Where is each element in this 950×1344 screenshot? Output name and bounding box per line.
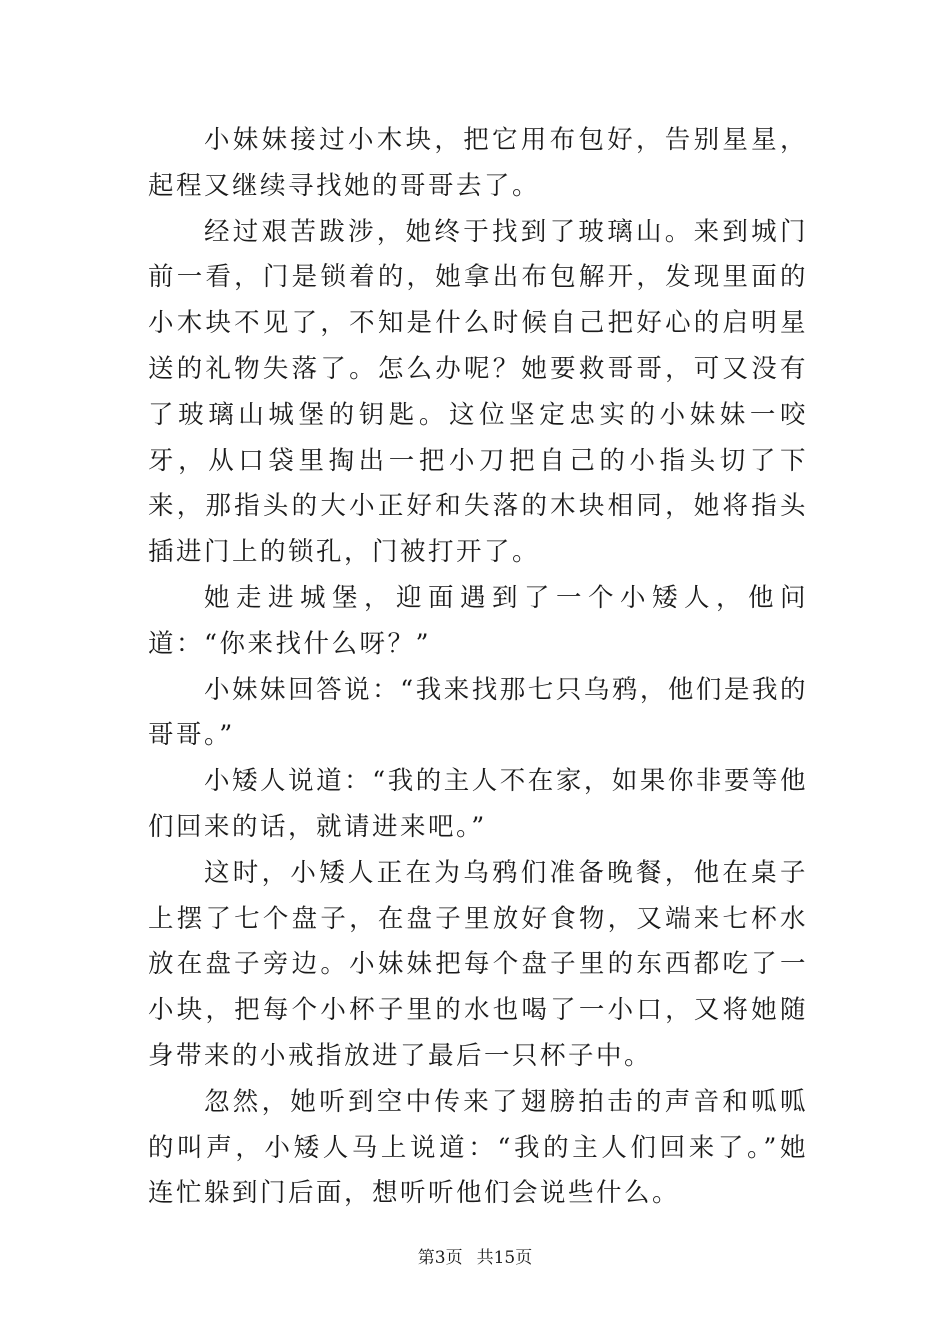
paragraph-4: 小妹妹回答说：“我来找那七只乌鸦，他们是我的哥哥。”	[148, 674, 808, 751]
paragraph-2: 经过艰苦跋涉，她终于找到了玻璃山。来到城门前一看，门是锁着的，她拿出布包解开，发现里面的小木块不见了，不知是什么时候自己把好心的启明星送的礼物失落了。怎么办呢？她要救哥哥，可又没有了玻璃山城堡的钥匙。这位坚定忠实的小妹妹一咬牙，从口袋里掏出一把小刀把自己的小指头切了下来，那指头的大小正好和失落的木块相同，她将指头插进门上的锁孔，门被打开了。	[148, 216, 808, 568]
page-number: 第3页	[417, 1248, 463, 1268]
page-total: 共15页	[476, 1248, 533, 1268]
paragraph-7: 忽然，她听到空中传来了翅膀拍击的声音和呱呱的叫声，小矮人马上说道：“我的主人们回来了。”她连忙躲到门后面，想听听他们会说些什么。	[148, 1086, 808, 1209]
document-body	[148, 118, 808, 1217]
paragraph-5: 小矮人说道：“我的主人不在家，如果你非要等他们回来的话，就请进来吧。”	[148, 766, 808, 842]
paragraph-1: 小妹妹接过小木块，把它用布包好，告别星星，起程又继续寻找她的哥哥去了。	[148, 125, 808, 201]
paragraph-6: 这时，小矮人正在为乌鸦们准备晚餐，他在桌子上摆了七个盘子，在盘子里放好食物，又端来七杯水放在盘子旁边。小妹妹把每个盘子里的东西都吃了一小块，把每个小杯子里的水也喝了一小口，又将她随身带来的小戒指放进了最后一只杯子中。	[148, 857, 808, 1071]
paragraph-3: 她走进城堡，迎面遇到了一个小矮人，他问道：“你来找什么呀？”	[148, 582, 808, 659]
page-footer	[0, 1243, 950, 1268]
